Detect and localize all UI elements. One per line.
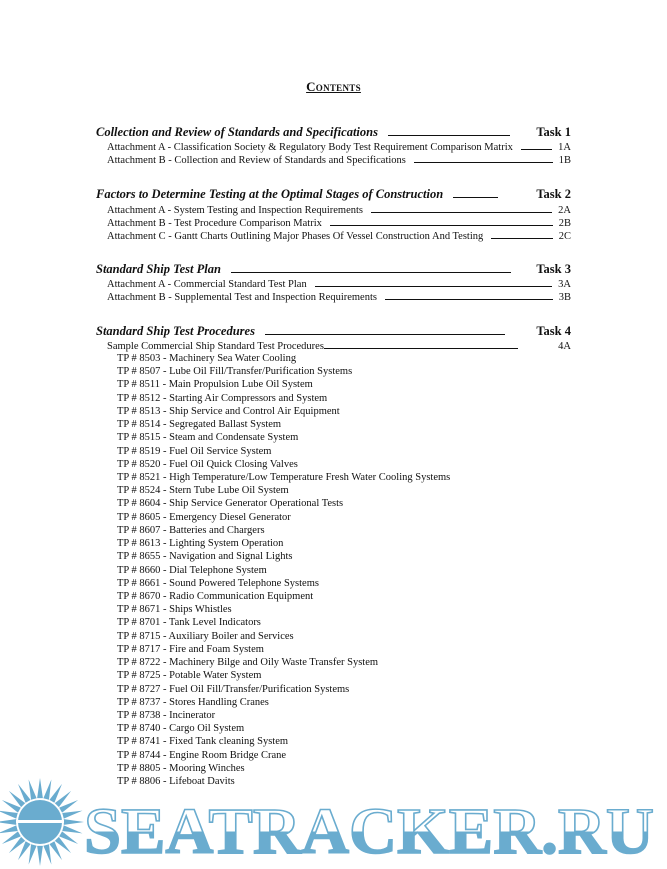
leader-line xyxy=(491,229,552,239)
toc-entry xyxy=(107,140,571,154)
procedure-item: TP # 8513 - Ship Service and Control Air Equipment xyxy=(117,405,340,417)
section-heading xyxy=(96,187,571,202)
task-label: Task 3 xyxy=(536,262,571,276)
procedure-item: TP # 8514 - Segregated Ballast System xyxy=(117,419,282,431)
procedure-item: TP # 8737 - Stores Handling Cranes xyxy=(117,696,269,708)
toc-entry xyxy=(107,339,571,353)
seatracker-watermark xyxy=(0,770,667,869)
entry-label: Attachment A - Classification Society & Regulatory Body Test Requirement Comparison Matrix xyxy=(107,142,513,153)
sun-ray xyxy=(0,811,18,819)
procedure-item: TP # 8725 - Potable Water System xyxy=(117,670,262,682)
procedure-item: TP # 8607 - Batteries and Chargers xyxy=(117,524,265,536)
section-title: Factors to Determine Testing at the Optimal Stages of Construction xyxy=(96,187,444,201)
procedure-item: TP # 8715 - Auxiliary Boiler and Services xyxy=(117,630,294,642)
entry-label: Attachment A - Commercial Standard Test Plan xyxy=(107,279,307,290)
sun-ray xyxy=(43,779,51,799)
entry-ref: 2A xyxy=(558,205,571,216)
procedure-item: TP # 8661 - Sound Powered Telephone Systems xyxy=(117,577,319,589)
toc-entry xyxy=(107,216,571,230)
procedure-item: TP # 8503 - Machinery Sea Water Cooling xyxy=(117,353,297,364)
procedure-item: TP # 8670 - Radio Communication Equipment xyxy=(117,590,314,602)
sun-ray xyxy=(37,778,43,798)
procedure-item: TP # 8660 - Dial Telephone System xyxy=(117,564,267,576)
toc-entry xyxy=(107,203,571,217)
entry-label: Sample Commercial Ship Standard Test Procedures xyxy=(107,341,324,352)
page-title: Contents xyxy=(306,79,361,94)
procedure-item: TP # 8519 - Fuel Oil Service System xyxy=(117,445,272,457)
procedure-item: TP # 8744 - Engine Room Bridge Crane xyxy=(117,749,287,761)
procedure-item: TP # 8512 - Starting Air Compressors and System xyxy=(117,392,328,404)
procedure-item: TP # 8520 - Fuel Oil Quick Closing Valves xyxy=(117,458,298,470)
procedure-item: TP # 8507 - Lube Oil Fill/Transfer/Purification Systems xyxy=(117,366,353,378)
sun-ray xyxy=(0,819,16,825)
procedure-item: TP # 8741 - Fixed Tank cleaning System xyxy=(117,736,289,748)
procedure-item: TP # 8805 - Mooring Winches xyxy=(117,762,245,774)
procedure-item: TP # 8521 - High Temperature/Low Temperature Fresh Water Cooling Systems xyxy=(117,471,451,483)
procedure-item: TP # 8727 - Fuel Oil Fill/Transfer/Purification Systems xyxy=(117,683,350,695)
entry-ref: 3B xyxy=(558,292,571,303)
sun-ray xyxy=(64,819,84,825)
procedure-item: TP # 8671 - Ships Whistles xyxy=(117,604,232,616)
toc-entry xyxy=(107,290,571,304)
entry-ref: 3A xyxy=(558,279,571,290)
entry-ref: 2B xyxy=(558,218,571,229)
procedure-item: TP # 8515 - Steam and Condensate System xyxy=(117,432,299,444)
procedure-item: TP # 8806 - Lifeboat Davits xyxy=(117,776,235,788)
leader-line xyxy=(414,153,553,163)
procedure-item: TP # 8511 - Main Propulsion Lube Oil System xyxy=(117,379,313,391)
entry-label: Attachment B - Test Procedure Comparison Matrix xyxy=(107,218,322,229)
leader-line xyxy=(385,290,553,300)
sun-ray xyxy=(37,846,43,866)
toc-entry xyxy=(107,153,571,167)
entry-ref: 1B xyxy=(558,155,571,166)
entry-label: Attachment B - Supplemental Test and Inspection Requirements xyxy=(107,292,377,303)
sun-ray xyxy=(62,811,82,819)
sun-ray xyxy=(29,844,37,864)
sun-icon xyxy=(0,778,84,866)
task-label: Task 4 xyxy=(536,324,571,338)
procedure-item: TP # 8722 - Machinery Bilge and Oily Waste Transfer System xyxy=(117,657,379,669)
task-label: Task 2 xyxy=(536,187,571,201)
procedure-item: TP # 8740 - Cargo Oil System xyxy=(117,723,245,735)
procedure-item: TP # 8717 - Fire and Foam System xyxy=(117,643,264,655)
section-heading xyxy=(96,324,571,339)
procedure-item: TP # 8738 - Incinerator xyxy=(117,709,216,721)
section-title: Standard Ship Test Plan xyxy=(96,262,221,276)
procedure-item: TP # 8701 - Tank Level Indicators xyxy=(117,617,261,629)
sun-ray xyxy=(0,825,18,833)
leader-line xyxy=(231,263,511,273)
section-heading xyxy=(96,262,571,277)
entry-ref: 4A xyxy=(558,341,571,352)
section-title: Standard Ship Test Procedures xyxy=(96,324,255,338)
leader-line xyxy=(453,188,498,198)
leader-line xyxy=(315,277,552,287)
procedure-item: TP # 8524 - Stern Tube Lube Oil System xyxy=(117,485,289,497)
procedure-item: TP # 8655 - Navigation and Signal Lights xyxy=(117,551,293,563)
leader-line xyxy=(371,203,552,213)
leader-line xyxy=(324,339,518,349)
entry-ref: 1A xyxy=(558,142,571,153)
leader-line xyxy=(521,140,552,150)
toc-entry xyxy=(107,277,571,291)
sun-ray xyxy=(62,825,82,833)
entry-label: Attachment C - Gantt Charts Outlining Major Phases Of Vessel Construction And Testing xyxy=(107,231,484,242)
sun-ray xyxy=(29,779,37,799)
procedure-item: TP # 8604 - Ship Service Generator Operational Tests xyxy=(117,498,344,510)
procedure-item: TP # 8605 - Emergency Diesel Generator xyxy=(117,511,291,523)
svg-text:SEATRACKER.RU: SEATRACKER.RU xyxy=(84,795,654,868)
leader-line xyxy=(388,126,510,136)
entry-label: Attachment A - System Testing and Inspection Requirements xyxy=(107,205,363,216)
entry-ref: 2C xyxy=(558,231,571,242)
leader-line xyxy=(265,325,505,335)
procedure-item: TP # 8613 - Lighting System Operation xyxy=(117,538,284,550)
section-title: Collection and Review of Standards and Specifications xyxy=(96,125,378,139)
toc-entry xyxy=(107,229,571,243)
task-label: Task 1 xyxy=(536,125,571,139)
section-heading xyxy=(96,125,571,140)
sun-ray xyxy=(43,844,51,864)
leader-line xyxy=(330,216,553,226)
entry-label: Attachment B - Collection and Review of Standards and Specifications xyxy=(107,155,406,166)
